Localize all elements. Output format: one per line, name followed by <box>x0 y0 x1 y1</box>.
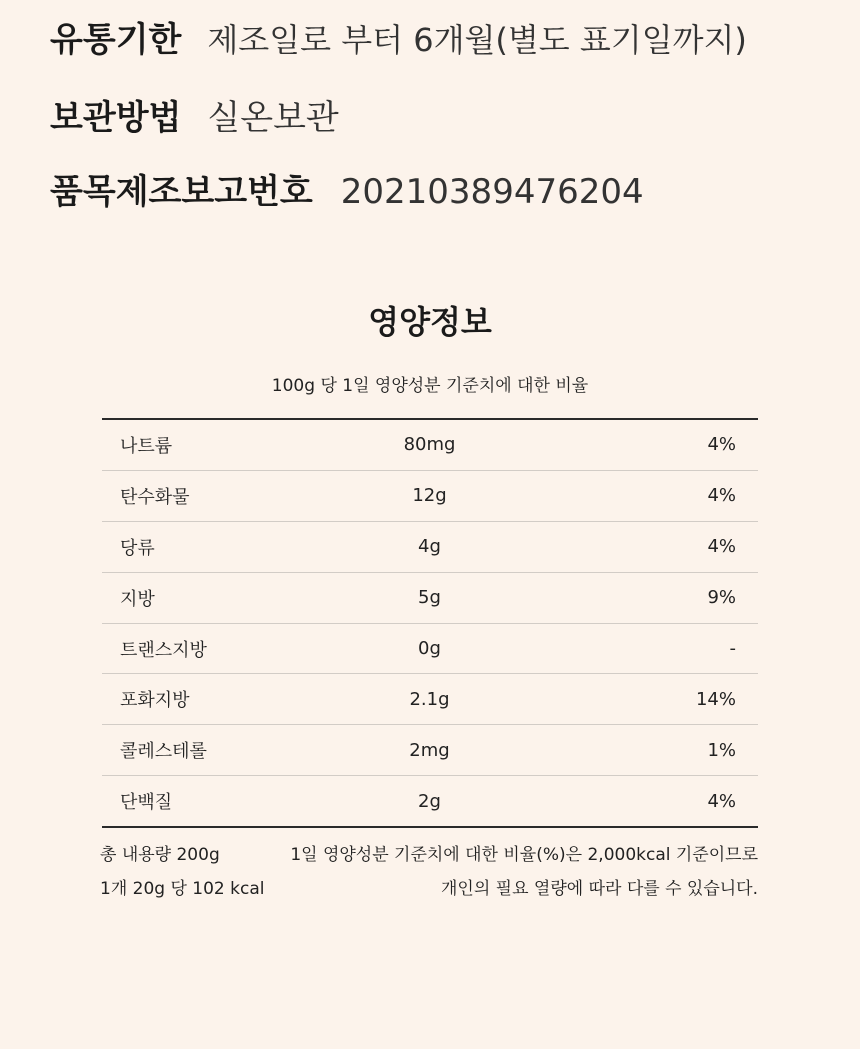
nutrient-amount: 0g <box>418 638 441 659</box>
table-row <box>102 725 758 776</box>
table-row <box>102 776 758 826</box>
nutrient-name: 콜레스테롤 <box>120 741 207 763</box>
nutrient-percent: - <box>729 638 736 659</box>
nutrient-amount: 12g <box>412 485 447 507</box>
table-row <box>102 471 758 522</box>
table-row <box>102 420 758 471</box>
expiry-value: 제조일로 부터 6개월(별도 표기일까지) <box>207 21 747 59</box>
table-row <box>102 522 758 573</box>
nutrient-percent: 9% <box>707 587 736 609</box>
nutrient-amount: 4g <box>418 536 441 558</box>
nutrient-amount: 5g <box>418 587 441 609</box>
footer-note <box>290 838 758 906</box>
nutrient-percent: 4% <box>707 790 736 812</box>
nutrient-percent: 4% <box>707 434 736 456</box>
nutrient-name: 당류 <box>120 537 155 559</box>
nutrient-percent: 1% <box>707 739 736 761</box>
note-line-1: 1일 영양성분 기준치에 대한 비율(%)은 2,000kcal 기준이므로 <box>290 845 758 865</box>
expiry-label: 유통기한 <box>50 20 182 60</box>
info-row-expiry <box>50 18 747 62</box>
table-row <box>102 624 758 675</box>
storage-label: 보관방법 <box>50 98 182 138</box>
nutrient-name: 탄수화물 <box>120 486 190 508</box>
nutrient-amount: 2mg <box>409 739 450 761</box>
nutrient-percent: 4% <box>707 485 736 507</box>
info-row-report-number <box>50 170 644 214</box>
nutrient-name: 나트륨 <box>120 435 173 457</box>
total-content-text: 총 내용량 200g <box>100 845 220 865</box>
nutrient-name: 지방 <box>120 588 155 610</box>
nutrient-amount: 2g <box>418 790 441 812</box>
nutrition-table <box>102 418 758 828</box>
table-row <box>102 674 758 725</box>
nutrition-subtitle: 100g 당 1일 영양성분 기준치에 대한 비율 <box>271 376 589 396</box>
footer-serving-info <box>100 838 264 906</box>
nutrition-title: 영양정보 <box>368 303 492 341</box>
report-number-value: 20210389476204 <box>340 172 644 212</box>
serving-calories-text: 1개 20g 당 102 kcal <box>100 879 265 899</box>
info-row-storage <box>50 96 339 140</box>
nutrient-amount: 2.1g <box>409 688 450 710</box>
storage-value: 실온보관 <box>207 98 339 138</box>
note-line-2: 개인의 필요 열량에 따라 다를 수 있습니다. <box>440 879 758 899</box>
nutrient-name: 단백질 <box>120 792 173 814</box>
nutrient-percent: 14% <box>695 688 736 710</box>
nutrient-percent: 4% <box>707 536 736 558</box>
nutrient-name: 포화지방 <box>120 690 190 712</box>
nutrient-name: 트랜스지방 <box>120 639 207 661</box>
table-row <box>102 573 758 624</box>
nutrient-amount: 80mg <box>403 434 456 456</box>
report-number-label: 품목제조보고번호 <box>50 172 313 212</box>
